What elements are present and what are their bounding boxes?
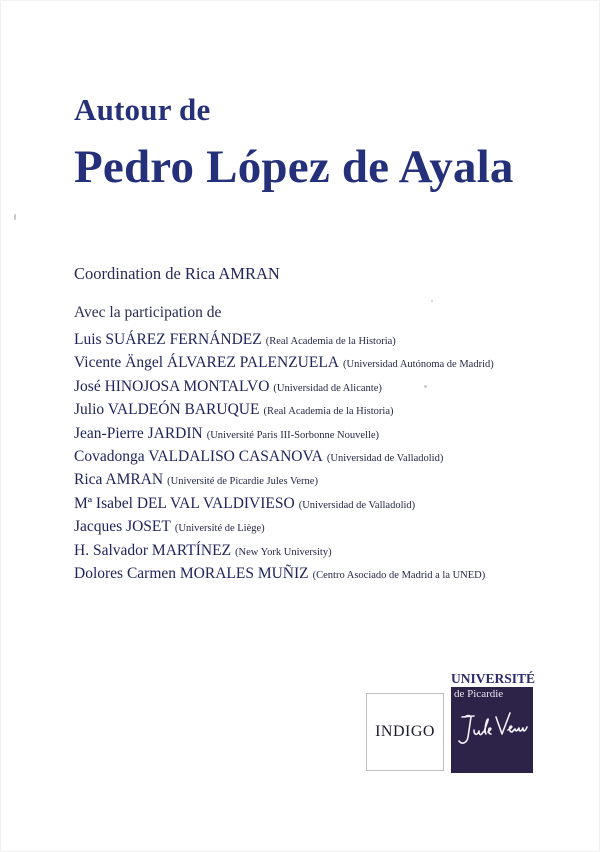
participant-name: Jean-Pierre JARDIN — [74, 424, 203, 442]
participant-list — [74, 328, 494, 585]
participant-affiliation: (Universidad de Valladolid) — [326, 452, 444, 464]
participant-item — [74, 398, 494, 421]
participant-affiliation: (Universidad Autónoma de Madrid) — [342, 359, 494, 371]
participant-name: Jacques JOSET — [74, 518, 171, 536]
paper-speck — [14, 214, 16, 220]
participant-affiliation: (Real Academia de la Historia) — [263, 406, 394, 418]
university-logo — [451, 671, 536, 773]
participant-affiliation: (Real Academia de la Historia) — [265, 336, 396, 347]
coordination-line — [74, 264, 280, 284]
paper-speck — [431, 300, 433, 302]
paper-speck — [424, 385, 427, 388]
participant-item — [74, 539, 494, 562]
university-subtitle: de Picardie — [454, 688, 504, 700]
participant-item — [74, 351, 494, 374]
participant-name: H. Salvador MARTÍNEZ — [74, 541, 232, 559]
university-name: UNIVERSITÉ — [451, 671, 536, 686]
participant-item — [74, 468, 494, 491]
participant-affiliation: (Université de Liège) — [174, 523, 265, 535]
participant-affiliation: (Université de Picardie Jules Verne) — [167, 476, 318, 488]
participant-affiliation: (Centro Asociado de Madrid a la UNED) — [312, 569, 486, 581]
participation-label: Avec la participation de — [74, 304, 222, 321]
participant-affiliation: (Université Paris III-Sorbonne Nouvelle) — [206, 429, 380, 441]
participant-affiliation: (New York University) — [235, 546, 332, 558]
participant-item — [74, 328, 494, 351]
participant-name: Julio VALDEÓN BARUQUE — [74, 401, 260, 419]
participant-name: Covadonga VALDALISO CASANOVA — [74, 447, 323, 465]
participant-name: Luis SUÁREZ FERNÁNDEZ — [74, 331, 262, 348]
participant-name: Mª Isabel DEL VAL VALDIVIESO — [74, 494, 295, 512]
coordinator-name: Rica AMRAN — [184, 264, 280, 283]
participant-item — [74, 422, 494, 445]
participant-item — [74, 562, 494, 585]
university-logo-box — [451, 687, 533, 773]
book-title: Pedro López de Ayala — [74, 141, 514, 193]
title-prefix: Autour de — [74, 92, 211, 127]
participant-affiliation: (Universidad de Alicante) — [273, 382, 382, 394]
participant-affiliation: (Universidad de Valladolid) — [298, 499, 416, 511]
participant-item — [74, 515, 494, 538]
participant-name: Rica AMRAN — [74, 471, 164, 489]
participant-name: Dolores Carmen MORALES MUÑIZ — [74, 564, 309, 582]
participant-name: Vicente Ängel ÁLVAREZ PALENZUELA — [74, 354, 339, 372]
participant-item — [74, 445, 494, 468]
jules-verne-signature-icon — [453, 703, 531, 755]
participant-item — [74, 375, 494, 398]
participant-name: José HINOJOSA MONTALVO — [74, 377, 270, 395]
indigo-publisher-logo — [366, 693, 444, 771]
indigo-label: INDIGO — [375, 723, 435, 740]
coordination-label: Coordination de — [74, 264, 181, 283]
participant-item — [74, 492, 494, 515]
